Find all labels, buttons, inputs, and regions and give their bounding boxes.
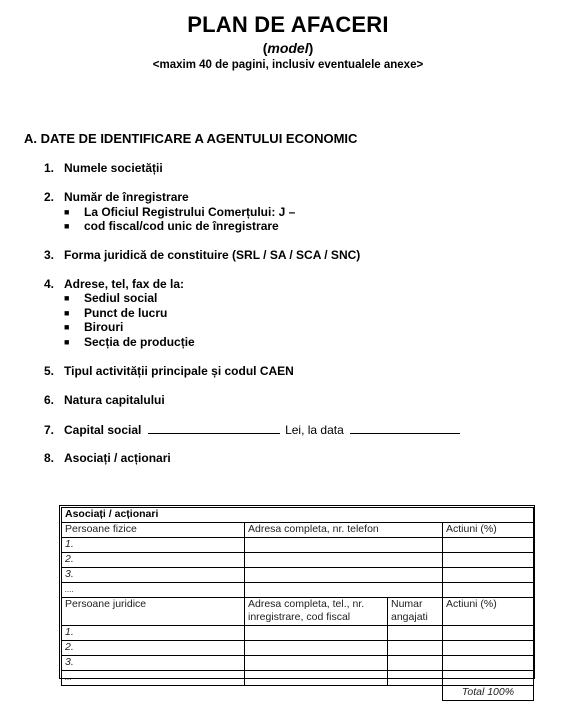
header-persoane-juridice: Persoane juridice [62, 598, 245, 626]
date-blank[interactable] [350, 422, 460, 434]
document-subtitle: (model) [262, 40, 314, 56]
table-row: 1. [62, 538, 534, 553]
table-row: 3. [62, 656, 534, 671]
header-actiuni-juridice: Actiuni (%) [443, 598, 534, 626]
document-title: PLAN DE AFACERI [187, 12, 389, 37]
associates-table [61, 507, 534, 701]
item-5: 5. Tipul activității principale și codul CAEN [44, 364, 294, 378]
table-row: 3. [62, 568, 534, 583]
bullet-icon: ■ [64, 308, 70, 318]
bullet-icon: ■ [64, 221, 70, 231]
item-7: 7. Capital social Lei, la data [44, 422, 460, 437]
total-cell: Total 100% [443, 686, 534, 701]
header-actiuni-fizice: Actiuni (%) [443, 523, 534, 538]
bullet-icon: ■ [64, 293, 70, 303]
page-limit-note: <maxim 40 de pagini, inclusiv eventualele anexe> [152, 59, 424, 71]
item-4-sub-3: ■ Birouri [64, 320, 124, 334]
header-adresa-juridice: Adresa completa, tel., nr. inregistrare, cod fiscal [245, 598, 388, 626]
bullet-icon: ■ [64, 337, 70, 347]
table-row: ... [62, 671, 534, 686]
item-4-sub-4: ■ Secția de producție [64, 335, 195, 349]
table-title: Asociați / acționari [62, 508, 534, 523]
table-row: .... [62, 583, 534, 598]
item-3: 3. Forma juridică de constituire (SRL / SA / SCA / SNC) [44, 248, 361, 262]
item-6: 6. Natura capitalului [44, 393, 165, 407]
item-4-sub-1: ■ Sediul social [64, 291, 158, 305]
capital-blank[interactable] [148, 422, 280, 434]
table-row: 1. [62, 626, 534, 641]
item-2-sub-1: ■ La Oficiul Registrului Comerțului: J – [64, 205, 296, 219]
item-1: 1. Numele societății [44, 161, 163, 175]
item-8: 8. Asociați / acționari [44, 451, 171, 465]
item-4-sub-2: ■ Punct de lucru [64, 306, 168, 320]
bullet-icon: ■ [64, 322, 70, 332]
item-2-sub-2: ■ cod fiscal/cod unic de înregistrare [64, 219, 279, 233]
bullet-icon: ■ [64, 207, 70, 217]
header-adresa-fizice: Adresa completa, nr. telefon [245, 523, 443, 538]
table-row: 2. [62, 553, 534, 568]
table-row: 2. [62, 641, 534, 656]
subtitle-model: model [267, 40, 309, 56]
section-a-heading: A. DATE DE IDENTIFICARE A AGENTULUI ECONOMIC [24, 131, 358, 146]
header-numar-angajati: Numar angajati [388, 598, 443, 626]
header-persoane-fizice: Persoane fizice [62, 523, 245, 538]
item-2: 2. Număr de înregistrare [44, 190, 189, 204]
item-4: 4. Adrese, tel, fax de la: [44, 277, 185, 291]
